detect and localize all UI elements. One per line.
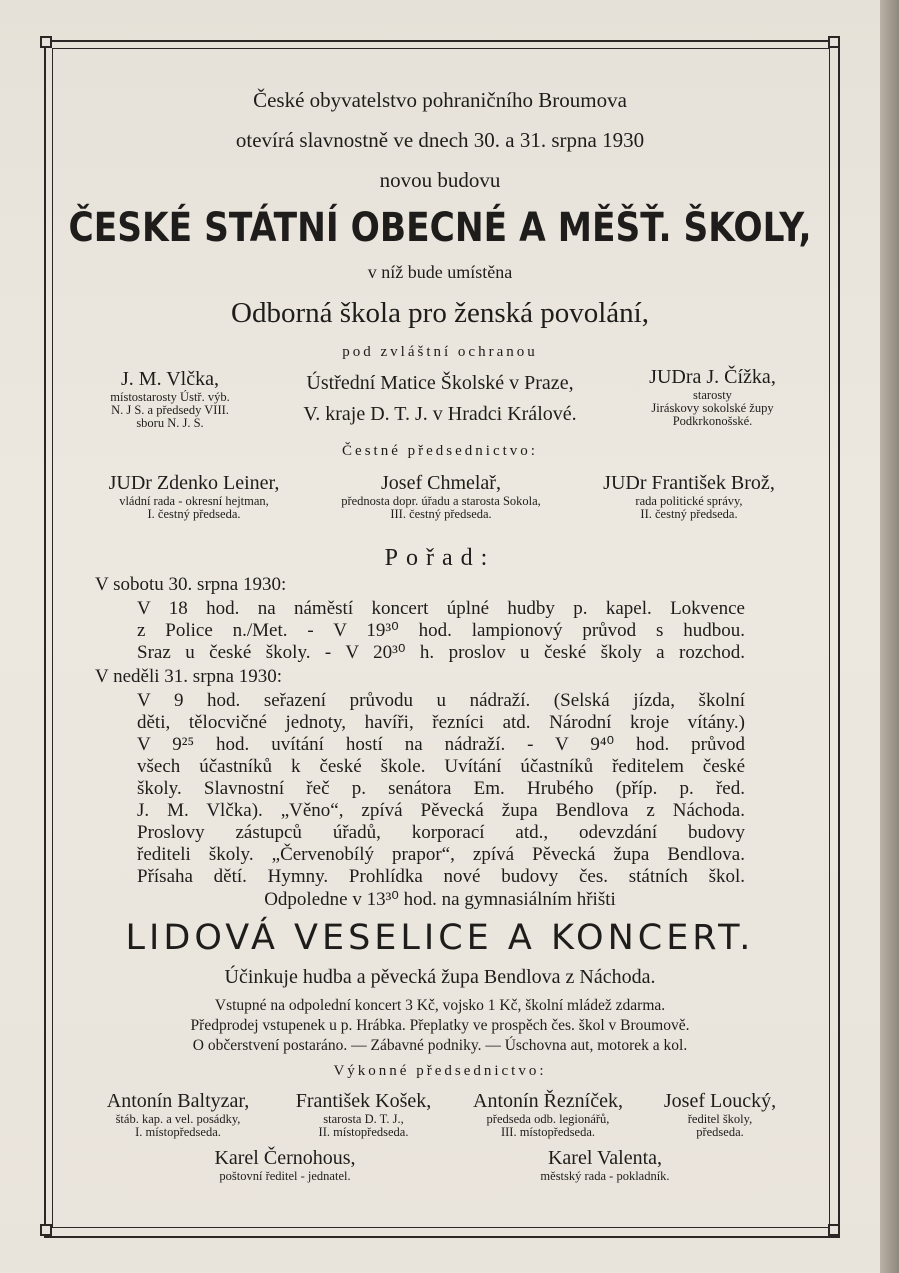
day1-line: Sraz u české školy. - V 20³⁰ h. proslov u české školy a rozchod. [137,642,745,663]
day2-label: V neděli 31. srpna 1930: [95,666,282,687]
officer [160,1147,410,1183]
paper-edge [880,0,899,1273]
day1-line: V 18 hod. na náměstí koncert úplné hudby p. kapel. Lokvence [137,598,745,619]
day2-text [137,690,745,888]
day2-line: V 9 hod. seřazení průvodu u nádraží. (Selská jízda, školní [137,690,745,711]
executive-name: Antonín Řezníček, [473,1090,623,1112]
patron-left-desc: místostarosty Ústř. výb. [110,390,230,404]
intro-line-1: České obyvatelstvo pohraničního Broumova [253,88,627,112]
officer-desc: městský rada - pokladník. [540,1169,670,1183]
info-line: Vstupné na odpolední koncert 3 Kč, vojsko 1 Kč, školní mládež zdarma. [214,997,666,1014]
day2-line: V 9²⁵ hod. uvítání hostí na nádraží. - V 9⁴⁰ hod. průvod [137,734,745,755]
executive-name: Antonín Baltyzar, [106,1090,250,1112]
patron-left-desc: sboru N. J. S. [136,416,204,430]
corner-ornament [40,1224,52,1236]
officer-name: Karel Valenta, [547,1147,663,1169]
executive-name: Josef Loucký, [663,1090,777,1112]
info-line: O občerstvení postaráno. — Zábavné podniky. — Úschovna aut, motorek a kol. [192,1037,688,1054]
patron-right-desc: starosty [693,388,732,402]
subheadline: Odborná škola pro ženská povolání, [231,297,649,329]
patron-right-desc: Jiráskovy sokolské župy [651,401,774,415]
executive-desc: ředitel školy, [687,1112,753,1126]
day2-line: Proslovy zástupců úřadů, korporací atd., odevzdání budovy [137,822,745,843]
officer-name: Karel Černohous, [214,1147,356,1169]
afternoon-line: Odpoledne v 13³⁰ hod. na gymnasiálním hřišti [264,889,616,910]
honorary-name: JUDr Zdenko Leiner, [108,472,280,494]
officer-desc: poštovní ředitel - jednatel. [219,1169,351,1183]
executive-desc: předseda. [696,1125,744,1139]
day2-line: všech účastníků k české škole. Uvítání účastníků ředitelem české [137,756,745,777]
honorary-member [580,472,798,521]
executive-member [458,1090,638,1139]
honorary-desc: vládní rada - okresní hejtman, [119,494,269,508]
patron-right [630,366,795,428]
headline: ČESKÉ STÁTNÍ OBECNÉ A MĚŠŤ. ŠKOLY, [68,205,812,251]
corner-ornament [828,1224,840,1236]
patron-left-desc: N. J S. a předsedy VIII. [111,403,229,417]
executive-desc: předseda odb. legionářů, [486,1112,610,1126]
intro-line-2: otevírá slavnostně ve dnech 30. a 31. srpna 1930 [235,128,645,152]
patron-center [262,372,618,426]
day2-line: školy. Slavnostní řeč p. senátora Em. Hrubého (příp. p. řed. [137,778,745,799]
patron-center-line-2: V. kraje D. T. J. v Hradci Králové. [303,403,577,425]
executive-name: František Košek, [295,1090,432,1112]
officer [480,1147,730,1183]
info-line: Předprodej vstupenek u p. Hrábka. Přeplatky ve prospěch čes. škol v Broumově. [190,1017,690,1034]
program-label: Pořad: [384,545,496,571]
honorary-name: Josef Chmelař, [381,472,501,494]
executive-member [88,1090,268,1139]
corner-ornament [828,36,840,48]
honorary-member [88,472,300,521]
executive-desc: II. místopředseda. [318,1125,409,1139]
info-block [0,996,880,1056]
day1-label: V sobotu 30. srpna 1930: [95,574,287,595]
protection-label: pod zvláštní ochranou [342,344,538,360]
patron-left [90,368,250,430]
honorary-desc: přednosta dopr. úřadu a starosta Sokola, [341,494,541,508]
executive-desc: I. místopředseda. [135,1125,221,1139]
corner-ornament [40,36,52,48]
placed-line: v níž bude umístěna [367,262,513,282]
executive-member [276,1090,451,1139]
patron-right-name: JUDra J. Čížka, [649,366,776,388]
honorary-desc: II. čestný předseda. [640,507,738,521]
honorary-desc: III. čestný předseda. [390,507,492,521]
performers-line: Účinkuje hudba a pěvecká župa Bendlova z Náchoda. [224,966,656,988]
executive-desc: III. místopředseda. [500,1125,596,1139]
executive-desc: starosta D. T. J., [323,1112,404,1126]
executive-desc: štáb. kap. a vel. posádky, [115,1112,241,1126]
honorary-label: Čestné předsednictvo: [342,443,538,459]
patron-left-name: J. M. Vlčka, [121,368,219,390]
day2-line: děti, tělocvičné jednoty, havíři, řezníci atd. Národní kroje vítány.) [137,712,745,733]
patron-center-line-1: Ústřední Matice Školské v Praze, [306,372,574,394]
day2-line: Přísaha dětí. Hymny. Prohlídka nové budovy čes. státních škol. [137,866,745,887]
honorary-desc: I. čestný předseda. [147,507,241,521]
honorary-name: JUDr František Brož, [603,472,775,494]
day2-line: řediteli školy. „Červenobílý prapor“, zpívá Pěvecká župa Bendlova. [137,844,745,865]
executive-member [645,1090,795,1139]
intro-line-3: novou budovu [379,168,501,192]
honorary-member [305,472,577,521]
honorary-desc: rada politické správy, [635,494,743,508]
festival-title: LIDOVÁ VESELICE A KONCERT. [125,918,755,958]
day1-line: z Police n./Met. - V 19³⁰ hod. lampionový průvod s hudbou. [137,620,745,641]
executive-label: Výkonné předsednictvo: [333,1063,547,1079]
day1-text [137,598,745,664]
day2-line: J. M. Vlčka). „Věno“, zpívá Pěvecká župa Bendlova z Náchoda. [137,800,745,821]
patron-right-desc: Podkrkonošské. [672,414,753,428]
